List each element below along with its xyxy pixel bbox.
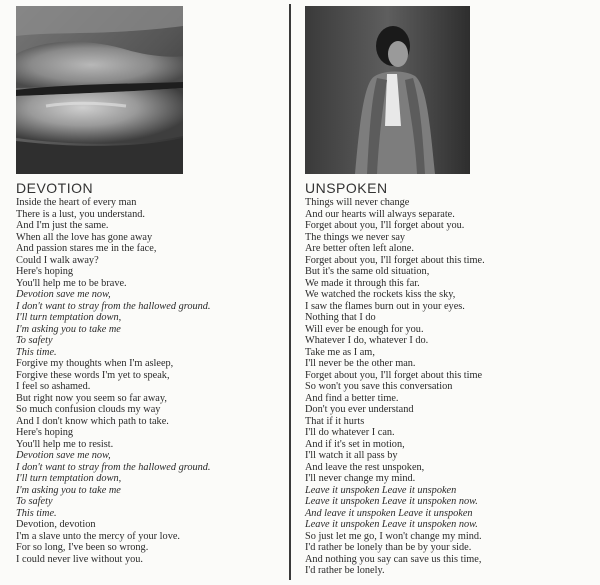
lyrics-unspoken [305, 197, 485, 577]
lyric-line: That if it hurts [305, 415, 365, 427]
lyric-line: Forget about you, I'll forget about you. [305, 220, 465, 231]
lyric-line: Don't you ever understand [305, 404, 414, 415]
lyric-line: And leave the rest unspoken, [305, 461, 425, 473]
lyric-line: You'll help me to be brave. [16, 277, 127, 289]
lyric-line: Forgive these words I'm yet to speak, [16, 369, 170, 381]
lyric-line: Forget about you, I'll forget about this time. [305, 254, 485, 266]
lyric-line: Things will never change [305, 197, 410, 208]
lyric-line: And passion stares me in the face, [16, 243, 157, 254]
lyric-line: I'll never be the other man. [305, 358, 416, 369]
lyric-line: And nothing you say can save us this time, [305, 553, 482, 565]
lyric-line: But right now you seem so far away, [16, 392, 167, 404]
lyric-line: And if it's set in motion, [305, 438, 405, 450]
lips-photo [16, 6, 183, 174]
lyric-line: To safety [16, 496, 53, 507]
lyric-line: And find a better time. [305, 392, 399, 404]
lyric-line: Are better often left alone. [305, 243, 414, 254]
lyric-line: I feel so ashamed. [16, 381, 91, 392]
lyric-line: I could never live without you. [16, 553, 143, 565]
lyric-line: Nothing that I do [305, 312, 376, 323]
lyric-line: Will ever be enough for you. [305, 323, 424, 335]
lyric-line: Devotion save me now, [16, 289, 111, 300]
lyric-line: Could I walk away? [16, 254, 99, 266]
lyric-line: There is a lust, you understand. [16, 208, 145, 220]
lyric-line: So won't you save this conversation [305, 381, 453, 392]
lyric-line: And I'm just the same. [16, 220, 109, 231]
lyric-line: I'll turn temptation down, [16, 473, 122, 484]
lyric-line: And our hearts will always separate. [305, 208, 455, 220]
lyric-line: Devotion save me now, [16, 450, 111, 461]
lyric-line: I'm asking you to take me [16, 323, 121, 335]
lyric-line: I saw the flames burn out in your eyes. [305, 300, 465, 312]
lyric-line: Leave it unspoken Leave it unspoken now. [305, 519, 478, 530]
lyric-line: Forget about you, I'll forget about this time [305, 369, 483, 381]
lyric-line: We made it through this far. [305, 277, 420, 289]
lyric-line: Devotion, devotion [16, 519, 96, 530]
lyric-line: The things we never say [305, 231, 406, 243]
lyric-line: Leave it unspoken Leave it unspoken [305, 484, 457, 496]
lyric-line: I don't want to stray from the hallowed ground. [16, 300, 211, 312]
lyric-line: Here's hoping [16, 427, 74, 438]
lyric-line: And leave it unspoken Leave it unspoken [305, 507, 473, 519]
lyric-line: When all the love has gone away [16, 231, 153, 243]
lyric-line: Leave it unspoken Leave it unspoken now. [305, 496, 478, 507]
lyric-line: I'd rather be lonely. [305, 565, 385, 576]
lyric-line: So much confusion clouds my way [16, 404, 161, 415]
lyric-line: Inside the heart of every man [16, 197, 137, 208]
lyric-line: We watched the rockets kiss the sky, [305, 289, 456, 300]
lyric-line: You'll help me to resist. [16, 438, 114, 450]
lyric-line: But it's the same old situation, [305, 266, 430, 277]
lyric-line: To safety [16, 335, 53, 346]
song-title-devotion: DEVOTION [16, 180, 94, 196]
lyric-line: I'll never change my mind. [305, 473, 416, 484]
column-divider [289, 4, 291, 580]
lyric-line: Here's hoping [16, 266, 74, 277]
lyrics-devotion [16, 197, 211, 565]
lyric-line: For so long, I've been so wrong. [16, 542, 149, 553]
lyric-line: This time. [16, 346, 57, 358]
man-in-jacket-photo [305, 6, 470, 174]
lyric-line: I'm a slave unto the mercy of your love. [16, 530, 180, 542]
lyric-line: Take me as I am, [305, 346, 375, 358]
lyric-line: Whatever I do, whatever I do. [305, 335, 429, 346]
lyric-line: I don't want to stray from the hallowed ground. [16, 461, 211, 473]
lyric-line: I'll turn temptation down, [16, 312, 122, 323]
lyric-line: I'll watch it all pass by [305, 450, 398, 461]
lyric-line: I'll do whatever I can. [305, 427, 395, 438]
lyric-line: I'd rather be lonely than be by your side. [305, 542, 472, 553]
lyric-line: And I don't know which path to take. [16, 415, 169, 427]
lyric-line: This time. [16, 507, 57, 519]
song-title-unspoken: UNSPOKEN [305, 180, 388, 196]
lyric-line: I'm asking you to take me [16, 484, 121, 496]
lyric-line: So just let me go, I won't change my mind. [305, 530, 482, 542]
lyric-line: Forgive my thoughts when I'm asleep, [16, 358, 174, 369]
